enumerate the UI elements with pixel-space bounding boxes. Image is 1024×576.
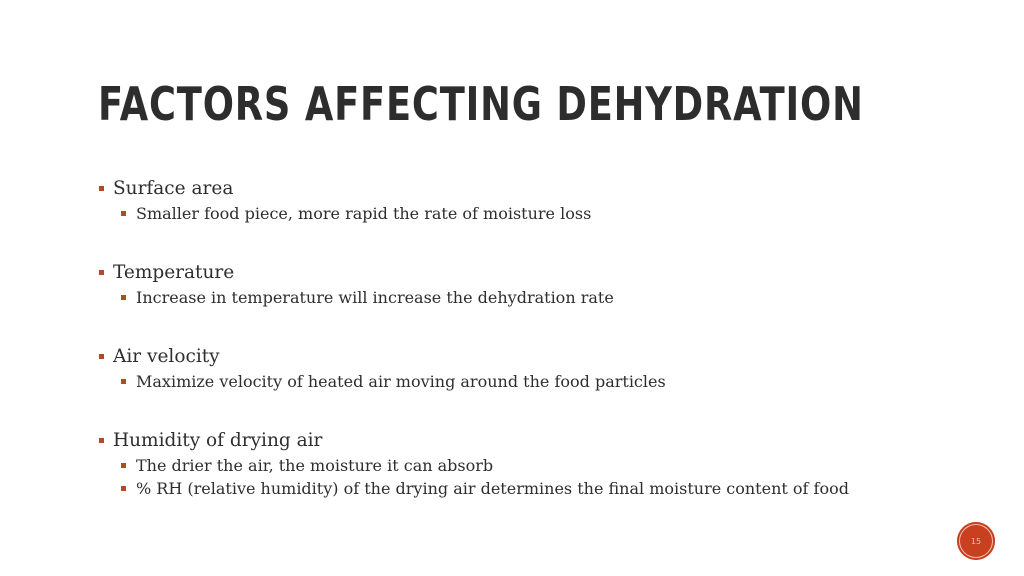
page-number-badge <box>957 522 995 560</box>
bullet-item <box>98 176 978 202</box>
bullet-heading: Surface area <box>113 178 234 199</box>
sub-bullet-text: Increase in temperature will increase the dehydration rate <box>136 288 614 307</box>
bullet-item <box>98 428 978 454</box>
slide-title: FACTORS AFFECTING DEHYDRATION <box>98 77 864 131</box>
sub-bullet-text: % RH (relative humidity) of the drying air determines the final moisture content of food <box>136 479 849 498</box>
square-bullet-icon <box>121 211 126 216</box>
sub-bullet-item <box>98 202 978 225</box>
bullet-group-air-velocity <box>98 344 978 393</box>
square-bullet-icon <box>121 486 126 491</box>
sub-bullet-item <box>98 477 978 500</box>
sub-bullet-text: The drier the air, the moisture it can absorb <box>136 456 494 475</box>
bullet-heading: Humidity of drying air <box>113 430 323 451</box>
square-bullet-icon <box>99 186 104 191</box>
square-bullet-icon <box>99 270 104 275</box>
square-bullet-icon <box>121 295 126 300</box>
square-bullet-icon <box>121 463 126 468</box>
square-bullet-icon <box>99 354 104 359</box>
bullet-group-humidity <box>98 428 978 500</box>
square-bullet-icon <box>121 379 126 384</box>
bullet-item <box>98 260 978 286</box>
square-bullet-icon <box>99 438 104 443</box>
sub-bullet-text: Maximize velocity of heated air moving around the food particles <box>136 372 666 391</box>
sub-bullet-item <box>98 370 978 393</box>
bullet-group-temperature <box>98 260 978 309</box>
sub-bullet-text: Smaller food piece, more rapid the rate of moisture loss <box>136 204 592 223</box>
page-number: 15 <box>970 536 982 546</box>
bullet-item <box>98 344 978 370</box>
sub-bullet-item <box>98 286 978 309</box>
bullet-heading: Temperature <box>113 262 235 283</box>
bullet-heading: Air velocity <box>113 346 220 367</box>
bullet-list <box>98 176 978 500</box>
sub-bullet-item <box>98 454 978 477</box>
bullet-group-surface-area <box>98 176 978 225</box>
